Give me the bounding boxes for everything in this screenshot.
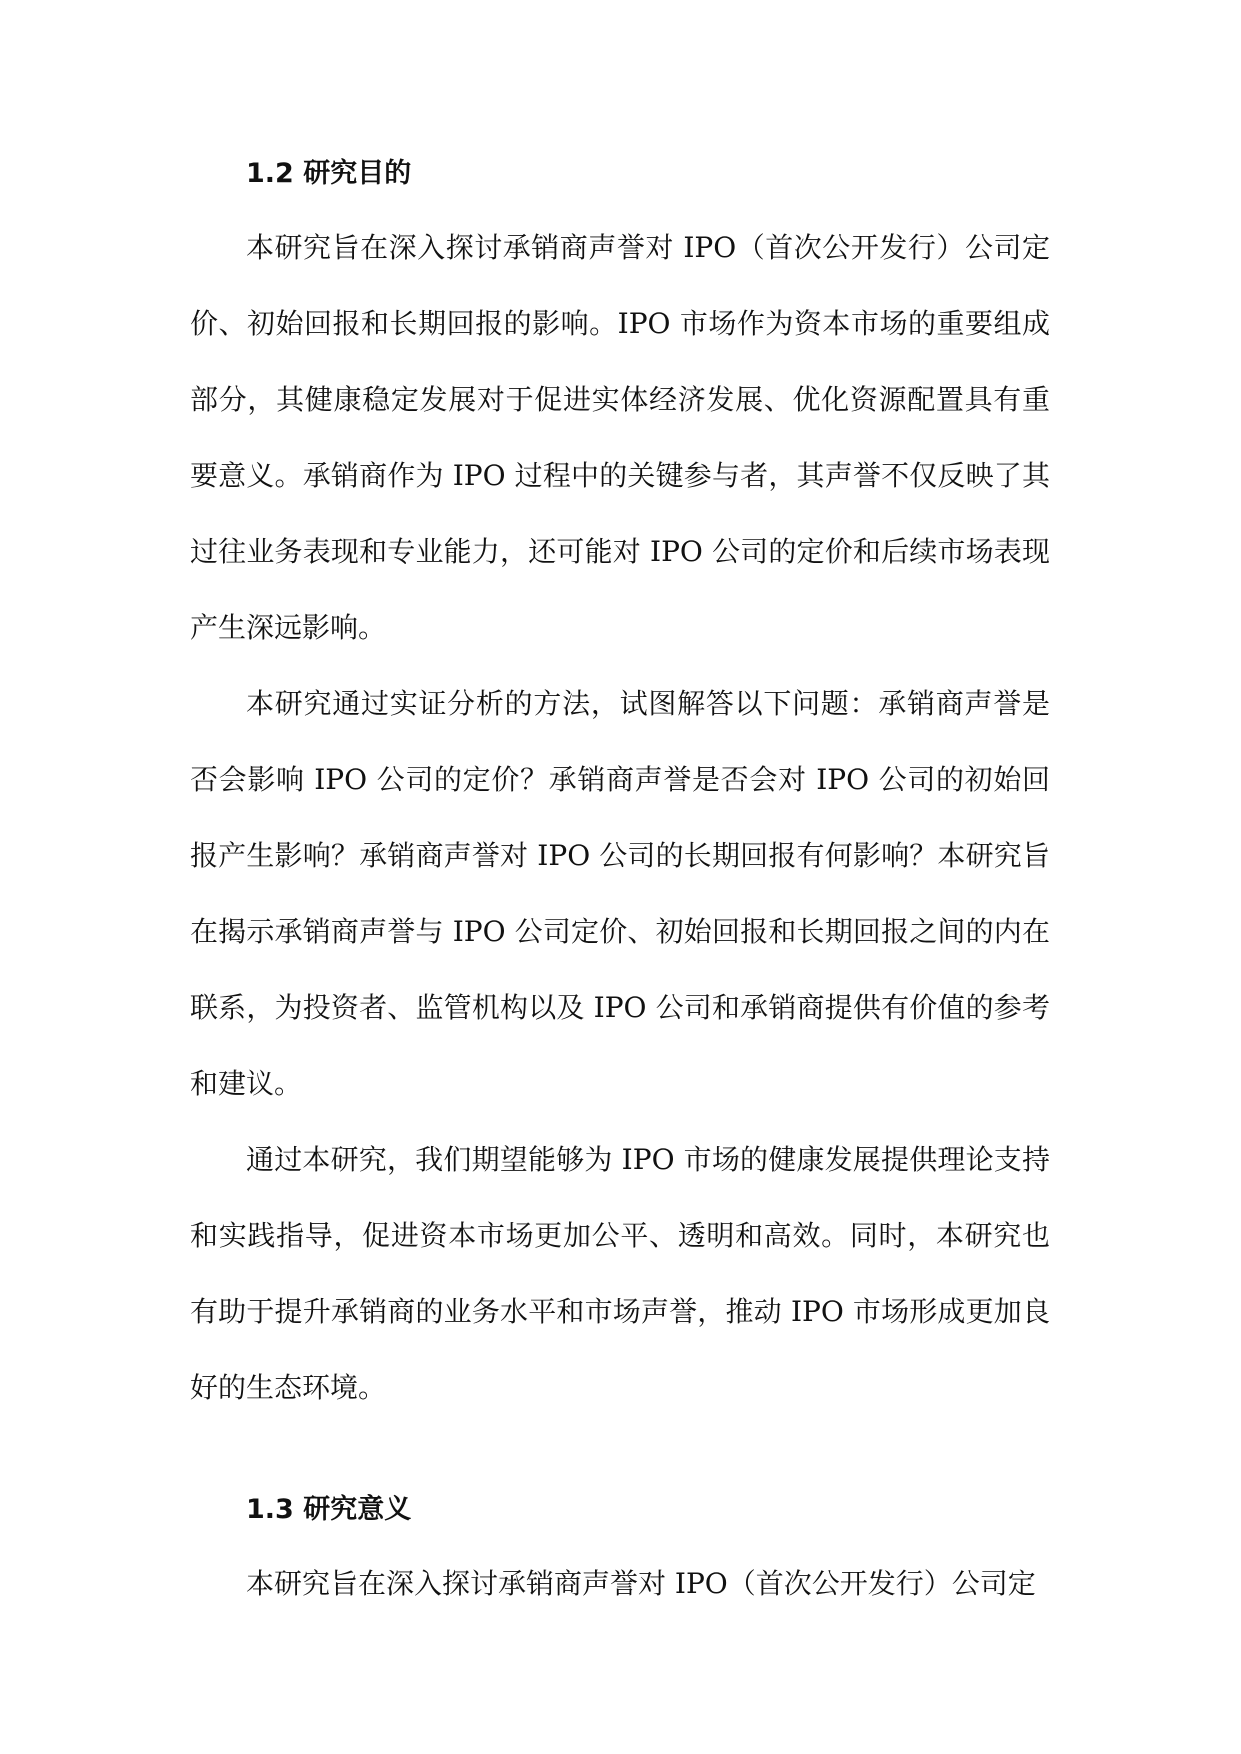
document-body (190, 138, 1050, 1622)
paragraph: 本研究通过实证分析的方法，试图解答以下问题：承销商声誉是否会影响 IPO 公司的定价？承销商声誉是否会对 IPO 公司的初始回报产生影响？承销商声誉对 IPO 公司的长期回报有何影响？本研究旨在揭示承销商声誉与 IPO 公司定价、初始回报和长期回报之间的内在联系，为投资者、监管机构以及 IPO 公司和承销商提供有价值的参考和建议。 (190, 687, 1050, 1100)
section-heading-research-purpose: 1.2 研究目的 (246, 158, 412, 189)
section-spacer (190, 1426, 1050, 1474)
paragraph: 本研究旨在深入探讨承销商声誉对 IPO（首次公开发行）公司定价、初始回报和长期回报的影响。IPO 市场作为资本市场的重要组成部分，其健康稳定发展对于促进实体经济发展、优化资源配置具有重要意义。承销商作为 IPO 过程中的关键参与者，其声誉不仅反映了其过往业务表现和专业能力，还可能对 IPO 公司的定价和后续市场表现产生深远影响。 (190, 231, 1050, 644)
paragraph: 本研究旨在深入探讨承销商声誉对 IPO（首次公开发行）公司定 (246, 1567, 1036, 1600)
section-heading-research-significance: 1.3 研究意义 (246, 1494, 412, 1525)
paragraph: 通过本研究，我们期望能够为 IPO 市场的健康发展提供理论支持和实践指导，促进资本市场更加公平、透明和高效。同时，本研究也有助于提升承销商的业务水平和市场声誉，推动 IPO 市场形成更加良好的生态环境。 (190, 1143, 1050, 1404)
